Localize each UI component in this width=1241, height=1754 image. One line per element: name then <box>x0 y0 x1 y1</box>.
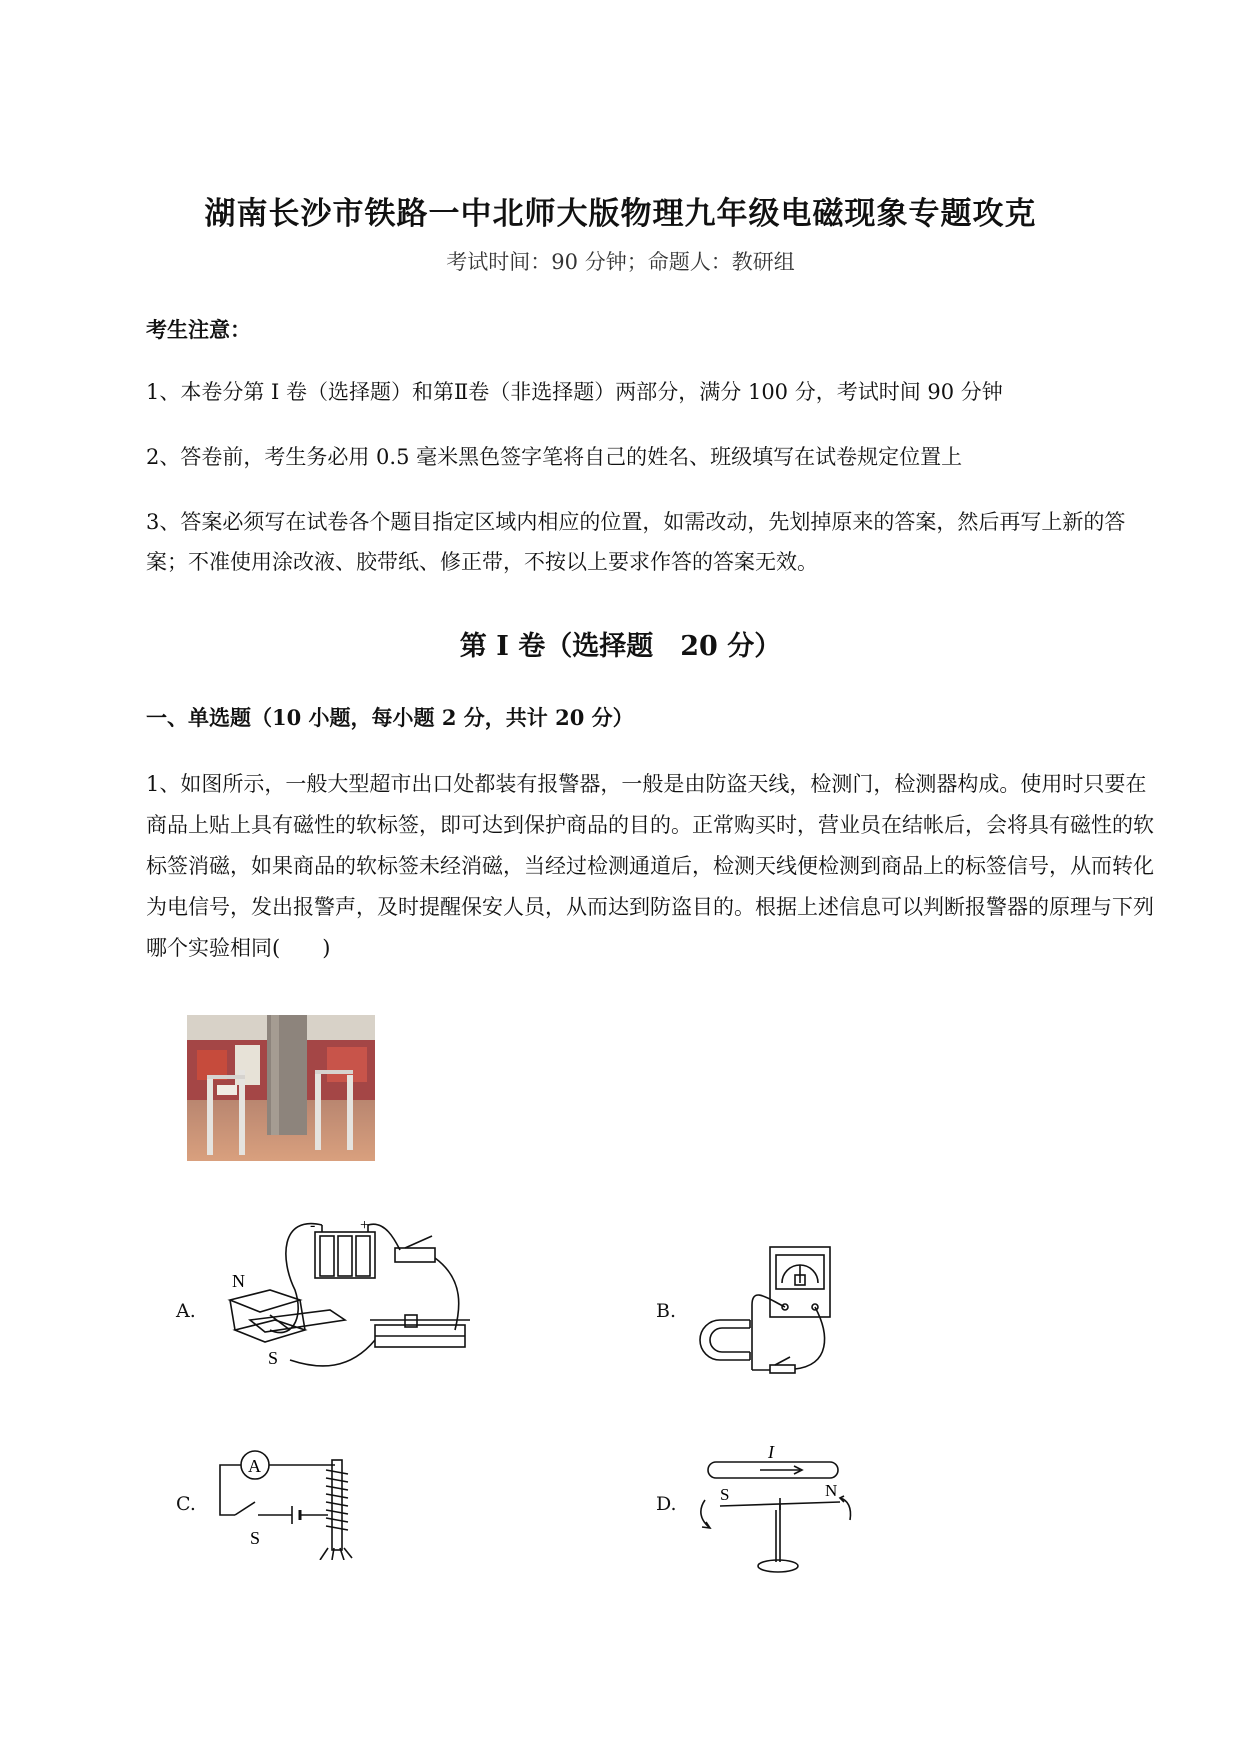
option-c-label: C. <box>176 1493 196 1515</box>
option-a-figure <box>210 1220 470 1380</box>
option-c-switch-label: S <box>250 1528 261 1548</box>
option-a-s-label: S <box>268 1348 279 1368</box>
option-c-figure <box>210 1440 360 1560</box>
option-c-ammeter-label: A <box>248 1456 261 1476</box>
option-b-label: B. <box>656 1300 677 1322</box>
notice-heading: 考生注意： <box>146 317 251 342</box>
option-d-label: D. <box>656 1493 677 1515</box>
notice-item-2: 2、答卷前，考生务必用 0.5 毫米黑色签字笔将自己的姓名、班级填写在试卷规定位置上 <box>146 445 963 469</box>
option-a-plus-label: + <box>360 1220 370 1234</box>
exam-title: 湖南长沙市铁路一中北师大版物理九年级电磁现象专题攻克 <box>204 196 1037 232</box>
question-1-text: 1、如图所示，一般大型超市出口处都装有报警器，一般是由防盗天线，检测门，检测器构成。使用时只要在商品上贴上具有磁性的软标签，即可达到保护商品的目的。正常购买时，营业员在结帐后，会将具有磁性的软标签消磁，如果商品的软标签未经消磁，当经过检测通道后，检测天线便检测到商品上的标签信号，从而转化为电信号，发出报警声，及时提醒保安人员，从而达到防盗目的。根据上述信息可以判断报警器的原理与下列哪个实验相同( ) <box>146 772 1154 960</box>
option-d-figure <box>690 1440 860 1580</box>
exam-subtitle: 考试时间：90 分钟；命题人：教研组 <box>446 250 795 274</box>
option-a-minus-label: - <box>310 1220 316 1234</box>
section-title: 第 I 卷（选择题 20 分） <box>459 631 782 662</box>
option-b-figure <box>690 1245 840 1375</box>
part-heading: 一、单选题（10 小题，每小题 2 分，共计 20 分） <box>146 705 634 730</box>
option-a-label: A. <box>176 1300 196 1322</box>
notice-item-3: 3、答案必须写在试卷各个题目指定区域内相应的位置，如需改动，先划掉原来的答案，然后再写上新的答案；不准使用涂改液、胶带纸、修正带，不按以上要求作答的答案无效。 <box>146 510 1126 574</box>
store-security-gate-photo <box>187 1015 375 1161</box>
option-d-n-label: N <box>825 1481 838 1500</box>
notice-item-1: 1、本卷分第 I 卷（选择题）和第Ⅱ卷（非选择题）两部分，满分 100 分，考试时间 90 分钟 <box>146 380 1003 404</box>
option-d-s-label: S <box>720 1485 730 1504</box>
option-d-current-label: I <box>768 1442 774 1462</box>
option-a-n-label: N <box>232 1271 245 1291</box>
